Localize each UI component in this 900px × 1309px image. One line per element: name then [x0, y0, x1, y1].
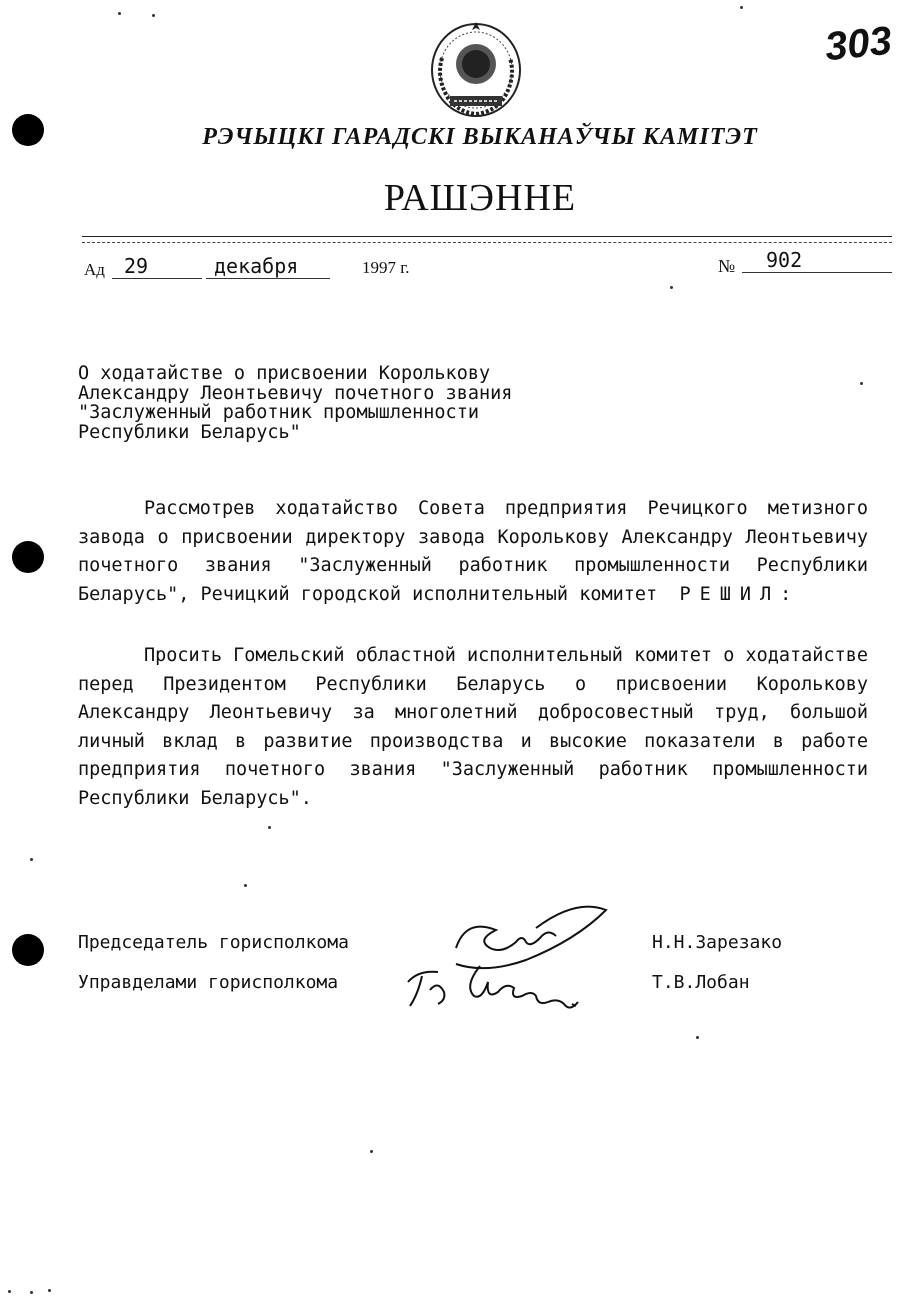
document-number: 902 — [766, 248, 803, 272]
signatory-title: Председатель горисполкома — [78, 932, 349, 953]
paragraph-text: Просить Гомельский областной исполнительный комитет о ходатайстве перед Президентом Республики Беларусь о присвоении Королькову Александру Леонтьевичу за многолетний добросовестный труд, большой личный вклад в развитие производства и высокие показатели в работе предприятия почетного звания "Заслуженный работник промышленности Республики Беларусь". — [78, 645, 868, 809]
header-divider — [82, 236, 892, 237]
signatory-name: Н.Н.Зарезако — [652, 932, 783, 953]
signatory-title: Управделами горисполкома — [78, 972, 339, 993]
scan-speck — [696, 1036, 699, 1039]
document-subject — [78, 364, 638, 442]
subject-line: "Заслуженный работник промышленности — [78, 402, 479, 423]
scan-speck — [370, 1150, 373, 1153]
number-underline — [742, 272, 892, 273]
punch-hole — [12, 934, 44, 966]
subject-line: Александру Леонтьевичу почетного звания — [78, 382, 513, 404]
scan-speck — [860, 382, 863, 385]
date-underline — [206, 278, 330, 279]
body-paragraph — [78, 495, 868, 609]
punch-hole — [12, 541, 44, 573]
body-paragraph — [78, 642, 868, 814]
date-year: 1997 г. — [362, 258, 410, 277]
handwritten-signatures — [396, 900, 626, 1020]
subject-line: Республики Беларусь" — [78, 421, 301, 443]
scan-speck — [670, 286, 673, 289]
scan-speck — [30, 1291, 33, 1294]
date-month: декабря — [214, 254, 299, 278]
scan-speck — [268, 826, 271, 829]
archive-page-number: 303 — [823, 18, 895, 70]
scan-speck — [30, 858, 33, 861]
scan-speck — [740, 6, 743, 9]
date-underline — [112, 278, 202, 279]
subject-line: О ходатайстве о присвоении Королькову — [78, 363, 491, 384]
scan-speck — [152, 14, 155, 17]
scan-speck — [118, 12, 121, 15]
scan-speck — [244, 884, 247, 887]
scan-speck — [48, 1289, 51, 1292]
document-type: РАШЭННЕ — [383, 177, 577, 219]
date-day: 29 — [124, 254, 149, 278]
date-prefix: Ад — [84, 260, 105, 279]
state-emblem-icon — [428, 18, 524, 120]
header-divider — [82, 242, 892, 243]
signatory-name: Т.В.Лобан — [652, 972, 750, 993]
number-label: № — [718, 256, 736, 276]
decision-word: РЕШИЛ: — [679, 583, 801, 605]
scan-speck — [8, 1290, 11, 1293]
paragraph-text: Рассмотрев ходатайство Совета предприятия Речицкого метизного завода о присвоении директору завода Королькову Александру Леонтьевичу почетного звания "Заслуженный работник промышленности Республики Беларусь", Речицкий городской исполнительный комитет — [78, 498, 868, 605]
organization-name: РЭЧЫЦКI ГАРАДСКI ВЫКАНАЎЧЫ КАМIТЭТ — [202, 124, 758, 150]
